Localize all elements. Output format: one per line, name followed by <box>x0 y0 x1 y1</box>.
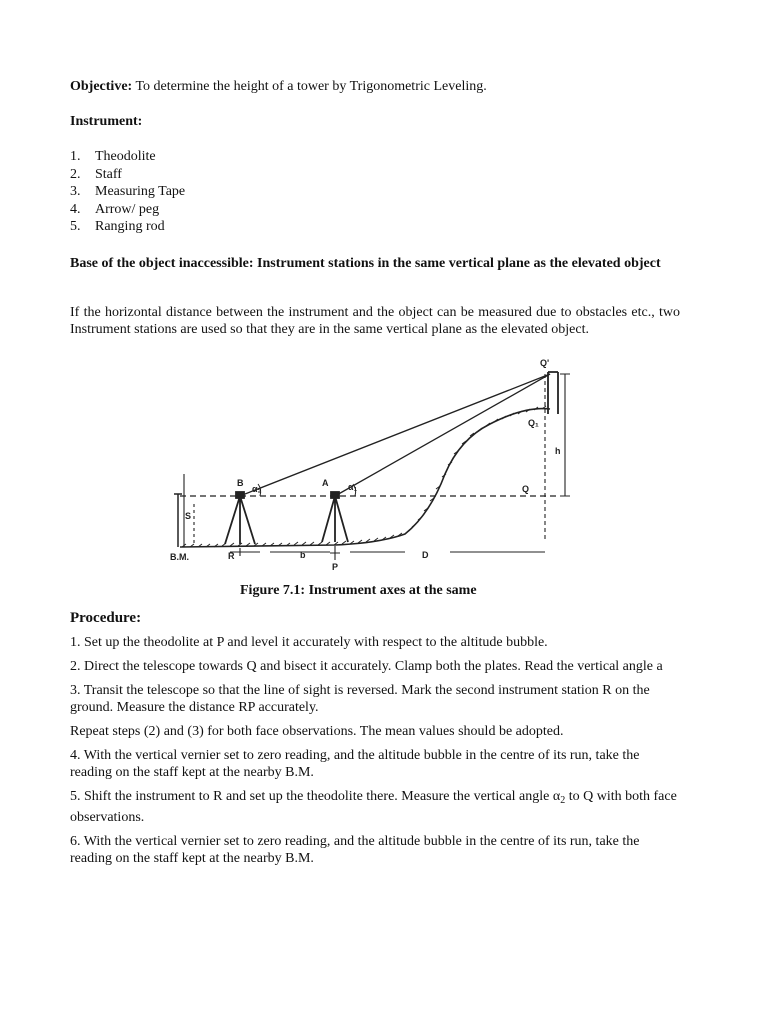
intro-paragraph: If the horizontal distance between the instrument and the object can be measured due to obstacles etc., two Instrument stations are used so that they are in the same vertical plane as the elevated object. <box>70 304 680 337</box>
ground-hatching <box>182 406 546 547</box>
label-a: A <box>322 477 329 488</box>
list-item <box>70 166 680 184</box>
figure-caption: Figure 7.1: Instrument axes at the same <box>240 582 477 598</box>
figure <box>70 354 680 604</box>
tower <box>548 372 558 414</box>
list-text: Theodolite <box>95 149 156 164</box>
label-bm: B.M. <box>170 551 189 562</box>
step5-text-end: to Q with both face observations. <box>70 788 677 825</box>
step5-text: 5. Shift the instrument to R and set up the theodolite there. Measure the vertical angle <box>70 788 553 804</box>
objective <box>70 78 680 95</box>
tripod-b <box>225 492 255 544</box>
list-item <box>70 218 680 236</box>
label-q: Q <box>522 483 530 494</box>
label-p: P <box>332 561 339 572</box>
list-text: Arrow/ peg <box>95 201 160 217</box>
procedure-step: 4. With the vertical vernier set to zero reading, and the altitude bubble in the centre of its run, take the reading on the staff kept at the nearby B.M. <box>70 747 640 780</box>
instrument-list <box>70 148 680 236</box>
objective-text: To determine the height of a tower by Trigonometric Leveling. <box>132 79 487 94</box>
procedure-step: 2. Direct the telescope towards Q and bisect it accurately. Clamp both the plates. Read the vertical angle a <box>70 658 663 674</box>
dimension-lines <box>180 374 570 560</box>
document-page <box>70 78 680 867</box>
label-s: S <box>185 510 192 521</box>
procedure-heading: Procedure: <box>70 609 142 626</box>
list-number: 3. <box>70 184 81 199</box>
list-text: Ranging rod <box>95 219 165 234</box>
list-item <box>70 201 680 219</box>
angle-arcs <box>258 481 358 496</box>
label-b-dist: b <box>300 549 306 560</box>
tripod-a <box>322 492 348 542</box>
ground-line <box>180 408 550 546</box>
procedure-step: 1. Set up the theodolite at P and level it accurately with respect to the altitude bubble. <box>70 634 548 650</box>
instrument-heading: Instrument: <box>70 114 143 129</box>
procedure-step: 6. With the vertical vernier set to zero reading, and the altitude bubble in the centre of its run, take the reading on the staff kept at the nearby B.M. <box>70 833 640 866</box>
list-number: 1. <box>70 149 81 164</box>
staff <box>174 494 182 547</box>
list-number: 2. <box>70 166 81 182</box>
procedure-step: Repeat steps (2) and (3) for both face observations. The mean values should be adopted. <box>70 723 564 739</box>
procedure-step: 3. Transit the telescope so that the line of sight is reversed. Mark the second instrument station R on the ground. Measure the distance RP accurately. <box>70 682 650 715</box>
label-alpha2: α₂ <box>252 483 262 494</box>
alpha-symbol: α <box>552 788 561 804</box>
list-number: 4. <box>70 201 81 217</box>
figure-diagram <box>160 354 590 584</box>
list-text: Staff <box>95 166 122 182</box>
alpha-subscript: 2 <box>560 794 566 806</box>
procedure-step-5 <box>70 788 680 826</box>
label-q-prime: Q' <box>540 357 550 368</box>
label-b: B <box>237 477 244 488</box>
list-item <box>70 148 680 166</box>
label-r: R <box>228 550 235 561</box>
label-d: D <box>422 549 429 560</box>
objective-label: Objective: <box>70 79 133 94</box>
label-alpha1: α₁ <box>348 481 358 492</box>
label-h: h <box>555 445 561 456</box>
list-item <box>70 183 680 201</box>
section-title: Base of the object inaccessible: Instrument stations in the same vertical plane as the elevated object <box>70 255 661 271</box>
list-number: 5. <box>70 219 81 234</box>
label-q1: Q₁ <box>528 417 539 428</box>
list-text: Measuring Tape <box>95 184 186 199</box>
